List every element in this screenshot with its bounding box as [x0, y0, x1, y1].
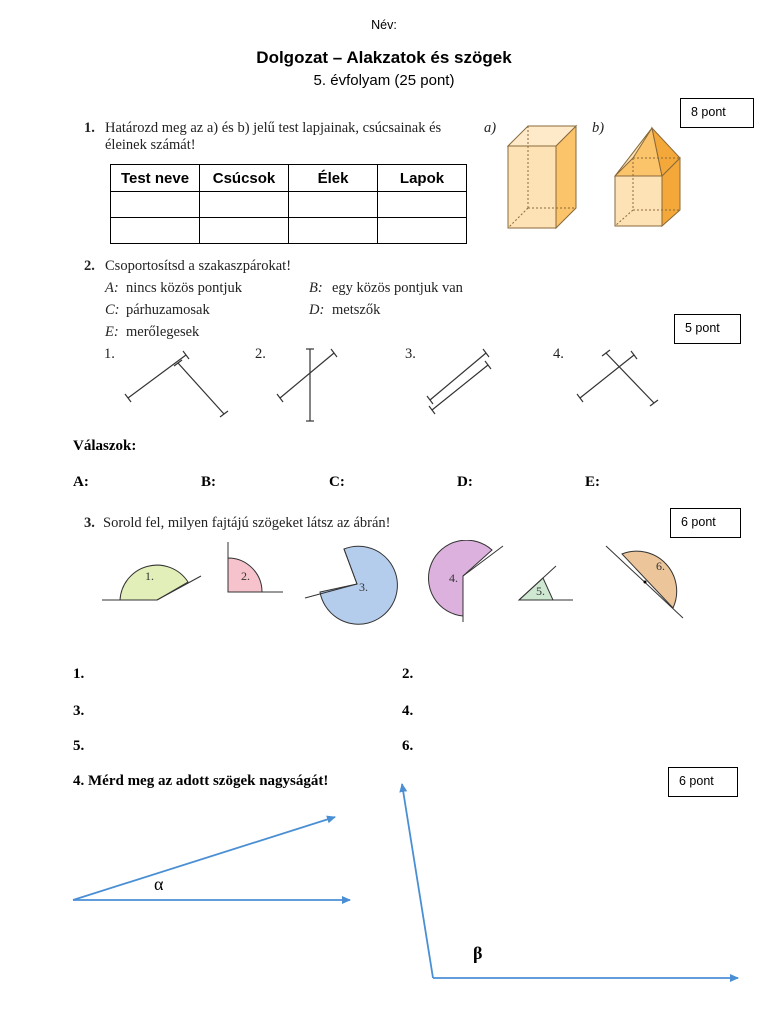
answer-b-label: B:	[201, 474, 216, 490]
beta-label: β	[473, 943, 483, 963]
option-e-text: merőlegesek	[126, 324, 200, 340]
task3-points: 6 pont	[670, 508, 741, 538]
answer-a-label: A:	[73, 474, 89, 490]
svg-text:6.: 6.	[656, 559, 665, 573]
alpha-angle	[73, 817, 350, 900]
table-header-vertices: Csúcsok	[200, 165, 289, 192]
task2-instruction: Csoportosítsd a szakaszpárokat!	[105, 258, 292, 274]
angles-figure	[95, 540, 695, 625]
task4-points: 6 pont	[668, 767, 738, 797]
angle-answer-4: 4.	[402, 703, 414, 719]
svg-text:1.: 1.	[145, 569, 154, 583]
table-cell[interactable]	[111, 218, 200, 244]
segment-pair-4	[577, 350, 658, 406]
solids-figure	[500, 118, 700, 238]
task3-instruction: Sorold fel, milyen fajtájú szögeket látsz az ábrán!	[103, 515, 391, 531]
option-d-text: metszők	[332, 302, 381, 318]
task1-points: 8 pont	[680, 98, 754, 128]
task2-points: 5 pont	[674, 314, 741, 344]
option-e-key: E:	[105, 324, 119, 340]
house-front-face	[615, 176, 662, 226]
task1-line1: Határozd meg az a) és b) jelű test lapjainak, csúcsainak és	[105, 120, 442, 136]
answer-c-label: C:	[329, 474, 345, 490]
angle-5	[519, 566, 573, 600]
task3-number: 3.	[84, 515, 95, 531]
angle-1	[102, 565, 201, 600]
prism-front-face	[508, 146, 556, 228]
svg-text:5.: 5.	[536, 584, 545, 598]
option-c-text: párhuzamosak	[126, 302, 210, 318]
angle-answer-5: 5.	[73, 738, 85, 754]
table-row	[111, 218, 467, 244]
segment-pairs-figure	[120, 345, 670, 425]
segment-pair-label-2: 2.	[255, 346, 266, 362]
svg-text:2.: 2.	[241, 569, 250, 583]
angle-answer-1: 1.	[73, 666, 85, 682]
svg-text:4.: 4.	[449, 571, 458, 585]
segment-pair-3	[427, 349, 491, 414]
table-cell[interactable]	[289, 192, 378, 218]
segment-pair-label-1: 1.	[104, 346, 115, 362]
answer-d-label: D:	[457, 474, 473, 490]
option-c-key: C:	[105, 302, 120, 318]
measure-angles-figure	[60, 770, 760, 1010]
option-b-key: B:	[309, 280, 323, 296]
solid-b-label: b)	[592, 120, 605, 136]
angle-6	[606, 546, 683, 618]
angle-4	[428, 540, 503, 622]
table-header-name: Test neve	[111, 165, 200, 192]
table-cell[interactable]	[378, 192, 467, 218]
solid-a-label: a)	[484, 120, 497, 136]
page-title: Dolgozat – Alakzatok és szögek	[256, 48, 512, 67]
table-cell[interactable]	[378, 218, 467, 244]
page-subtitle: 5. évfolyam (25 pont)	[313, 72, 455, 89]
segment-pair-label-4: 4.	[553, 346, 564, 362]
option-a-text: nincs közös pontjuk	[126, 280, 242, 296]
name-label: Név:	[371, 18, 397, 32]
task4-title: 4. Mérd meg az adott szögek nagyságát!	[73, 773, 329, 789]
option-d-key: D:	[309, 302, 325, 318]
table-cell[interactable]	[200, 192, 289, 218]
task1-line2: éleinek számát!	[105, 137, 196, 153]
angle-answer-3: 3.	[73, 703, 85, 719]
task1-table	[110, 164, 467, 244]
table-cell[interactable]	[200, 218, 289, 244]
beta-angle	[402, 784, 738, 978]
answers-title: Válaszok:	[73, 438, 137, 454]
angle-answer-6: 6.	[402, 738, 414, 754]
answer-e-label: E:	[585, 474, 600, 490]
segment-pair-1	[125, 351, 228, 417]
table-header-faces: Lapok	[378, 165, 467, 192]
angle-3	[305, 546, 397, 624]
table-cell[interactable]	[111, 192, 200, 218]
segment-pair-label-3: 3.	[405, 346, 416, 362]
house-b	[615, 128, 680, 226]
task2-number: 2.	[84, 258, 95, 274]
prism-a	[508, 126, 576, 228]
angle-answer-2: 2.	[402, 666, 414, 682]
segment-pair-2	[277, 349, 337, 421]
task1-number: 1.	[84, 120, 95, 136]
svg-text:3.: 3.	[359, 580, 368, 594]
alpha-label: α	[154, 874, 164, 894]
option-a-key: A:	[105, 280, 119, 296]
option-b-text: egy közös pontjuk van	[332, 280, 463, 296]
angle-2	[228, 542, 283, 592]
table-header-edges: Élek	[289, 165, 378, 192]
table-row	[111, 192, 467, 218]
table-cell[interactable]	[289, 218, 378, 244]
